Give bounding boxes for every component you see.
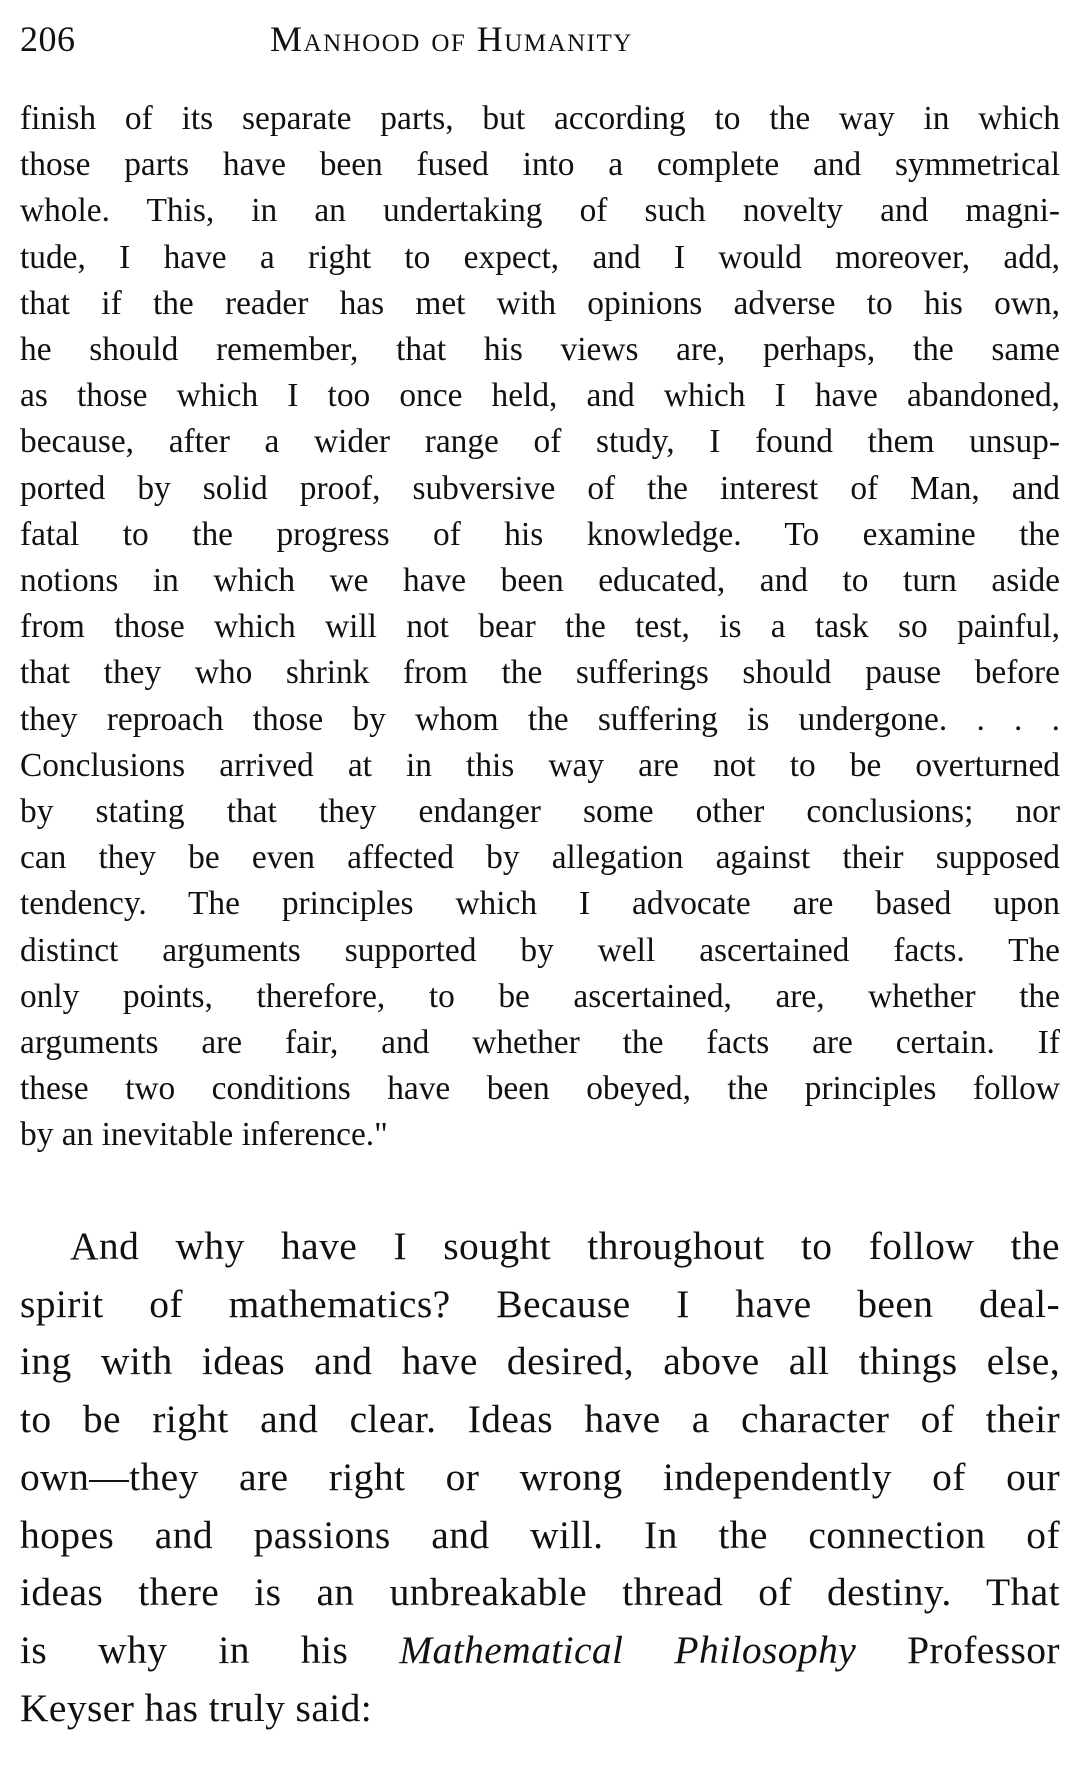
body-line: ideas there is an unbreakable thread of destiny. That bbox=[20, 1570, 1060, 1615]
quote-line: ported by solid proof, subversive of the interest of Man, and bbox=[20, 469, 1060, 507]
body-text-fragment: is why in his bbox=[20, 1627, 400, 1672]
quote-line: because, after a wider range of study, I found them unsup- bbox=[20, 423, 1060, 461]
page-number: 206 bbox=[20, 19, 76, 59]
quote-line: finish of its separate parts, but according to the way in which bbox=[20, 100, 1060, 137]
quote-line: by an inevitable inference." bbox=[20, 1116, 388, 1154]
quote-line: tude, I have a right to expect, and I would moreover, add, bbox=[20, 238, 1060, 276]
quote-line: whole. This, in an undertaking of such novelty and magni- bbox=[20, 192, 1060, 230]
body-line: And why have I sought throughout to follow the bbox=[70, 1224, 1060, 1268]
quote-line: only points, therefore, to be ascertained, are, whether the bbox=[20, 977, 1060, 1015]
book-page bbox=[20, 0, 1060, 1730]
quote-line: can they be even affected by allegation against their supposed bbox=[20, 839, 1060, 877]
quote-line: by stating that they endanger some other conclusions; nor bbox=[20, 793, 1060, 831]
running-title: Manhood of Humanity bbox=[270, 19, 633, 59]
quote-line: those parts have been fused into a complete and symmetrical bbox=[20, 146, 1060, 184]
body-paragraph bbox=[20, 1218, 1060, 1737]
quote-line: he should remember, that his views are, perhaps, the same bbox=[20, 331, 1060, 369]
quote-line: as those which I too once held, and which I have abandoned, bbox=[20, 377, 1060, 415]
quote-line: that if the reader has met with opinions adverse to his own, bbox=[20, 284, 1060, 322]
quote-line: fatal to the progress of his knowledge. To examine the bbox=[20, 515, 1060, 553]
quote-line: that they who shrink from the sufferings should pause before bbox=[20, 654, 1060, 692]
body-text-fragment: Professor bbox=[856, 1627, 1060, 1672]
block-quote bbox=[20, 96, 1060, 1159]
body-line-with-reference bbox=[20, 1622, 1060, 1680]
quote-line: they reproach those by whom the suffering is undergone. . . . bbox=[20, 700, 1060, 738]
quote-line: from those which will not bear the test, is a task so painful, bbox=[20, 608, 1060, 646]
quote-line: these two conditions have been obeyed, the principles follow bbox=[20, 1070, 1060, 1108]
running-head bbox=[20, 0, 1060, 96]
body-line: Keyser has truly said: bbox=[20, 1685, 373, 1730]
body-line: own—they are right or wrong independently of our bbox=[20, 1454, 1060, 1499]
body-line: ing with ideas and have desired, above all things else, bbox=[20, 1339, 1060, 1384]
quote-line: Conclusions arrived at in this way are not to be overturned bbox=[20, 746, 1060, 784]
quote-line: distinct arguments supported by well ascertained facts. The bbox=[20, 931, 1060, 969]
quote-line: notions in which we have been educated, and to turn aside bbox=[20, 562, 1060, 600]
body-line: spirit of mathematics? Because I have been deal- bbox=[20, 1281, 1060, 1326]
book-reference: Mathematical Philosophy bbox=[399, 1627, 857, 1672]
body-line: to be right and clear. Ideas have a character of their bbox=[20, 1397, 1060, 1442]
quote-line: tendency. The principles which I advocate are based upon bbox=[20, 885, 1060, 923]
quote-line: arguments are fair, and whether the facts are certain. If bbox=[20, 1024, 1060, 1062]
body-line: hopes and passions and will. In the connection of bbox=[20, 1512, 1060, 1557]
